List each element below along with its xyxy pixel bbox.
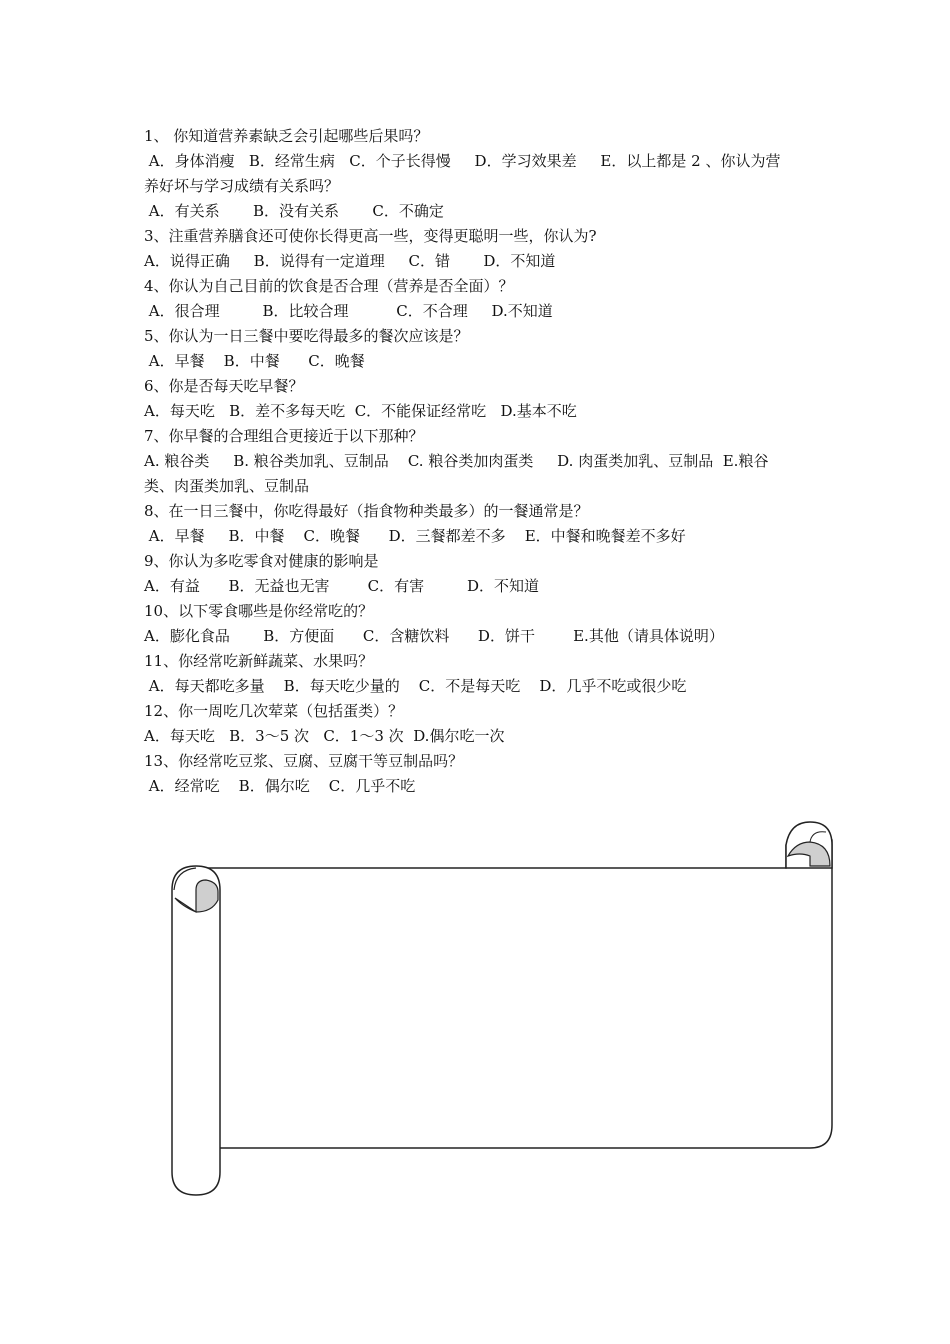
questionnaire-line: A. 粮谷类 B. 粮谷类加乳、豆制品 C. 粮谷类加肉蛋类 D. 肉蛋类加乳、豆制品 E.粮谷 [144, 452, 769, 470]
questionnaire-line: 13、你经常吃豆浆、豆腐、豆腐干等豆制品吗？ [144, 752, 464, 770]
questionnaire-line: A．每天都吃多量 B．每天吃少量的 C．不是每天吃 D．几乎不吃或很少吃 [144, 677, 687, 695]
questionnaire-line: A．有关系 B．没有关系 C．不确定 [144, 202, 444, 220]
questionnaire-line: 6、你是否每天吃早餐？ [144, 377, 304, 395]
questionnaire-line: 养好坏与学习成绩有关系吗？ [144, 177, 340, 195]
questionnaire-line: 7、你早餐的合理组合更接近于以下那种？ [144, 427, 424, 445]
questionnaire-line: 12、你一周吃几次荤菜（包括蛋类）？ [144, 702, 404, 720]
questionnaire-line: 11、你经常吃新鲜蔬菜、水果吗？ [144, 652, 374, 670]
questionnaire-line: 10、以下零食哪些是你经常吃的？ [144, 602, 374, 620]
questionnaire-line: 9、你认为多吃零食对健康的影响是 [144, 552, 379, 570]
questionnaire-line: A．膨化食品 B．方便面 C．含糖饮料 D．饼干 E.其他（请具体说明） [144, 627, 724, 645]
questionnaire-line: A．有益 B．无益也无害 C．有害 D．不知道 [144, 577, 540, 595]
questionnaire-line: A．说得正确 B．说得有一定道理 C．错 D．不知道 [144, 252, 556, 270]
questionnaire-line: 4、你认为自己目前的饮食是否合理（营养是否全面）？ [144, 277, 514, 295]
questionnaire-line: 3、注重营养膳食还可使你长得更高一些，变得更聪明一些，你认为? [144, 227, 597, 245]
scroll-left-roll [172, 866, 220, 1195]
questionnaire-line: A．经常吃 B．偶尔吃 C．几乎不吃 [144, 777, 416, 795]
questionnaire-line: 5、你认为一日三餐中要吃得最多的餐次应该是？ [144, 327, 469, 345]
questionnaire-line: A．早餐 B．中餐 C．晚餐 D．三餐都差不多 E．中餐和晚餐差不多好 [144, 527, 686, 545]
questionnaire-line: 1、 你知道营养素缺乏会引起哪些后果吗？ [144, 127, 429, 145]
questionnaire-line: A．早餐 B．中餐 C．晚餐 [144, 352, 365, 370]
questionnaire-line: 类、肉蛋类加乳、豆制品 [144, 477, 310, 495]
questionnaire-line: A．身体消瘦 B．经常生病 C．个子长得慢 D．学习效果差 E．以上都是 2 、你认为营 [144, 152, 781, 170]
questionnaire-line: 8、在一日三餐中，你吃得最好（指食物种类最多）的一餐通常是？ [144, 502, 589, 520]
questionnaire-line: A．每天吃 B．差不多每天吃 C．不能保证经常吃 D.基本不吃 [144, 402, 577, 420]
questionnaire-line: A．很合理 B．比较合理 C．不合理 D.不知道 [144, 302, 553, 320]
questionnaire-line: A．每天吃 B．3～5 次 C．1～3 次 D.偶尔吃一次 [144, 727, 505, 745]
scroll-body [196, 829, 832, 1148]
